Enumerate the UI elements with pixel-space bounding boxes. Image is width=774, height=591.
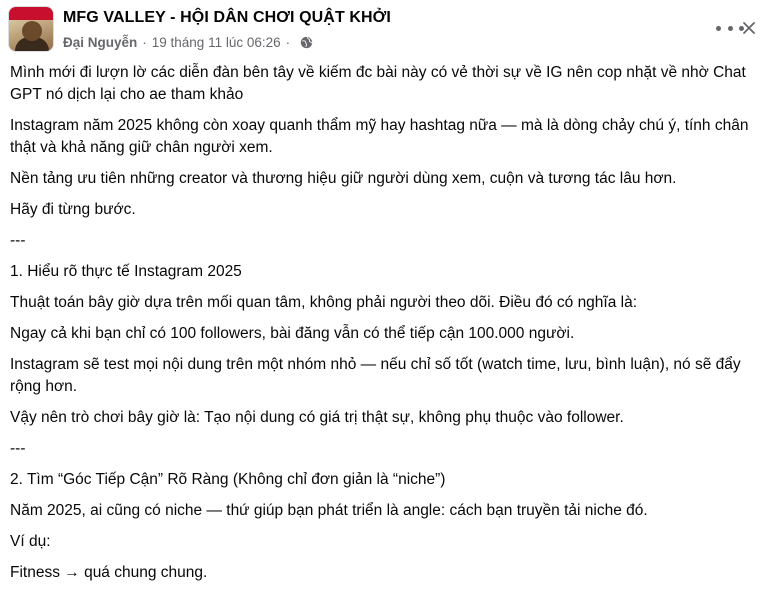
divider-text: --- <box>10 232 26 249</box>
more-options-icon[interactable] <box>716 18 744 38</box>
post-paragraph: Mình mới đi lượn lờ các diễn đàn bên tây về kiếm đc bài này có vẻ thời sự về IG nên cop nhặt về nhờ Chat GPT nó dịch lại cho ae tham khảo <box>10 64 746 103</box>
post-header <box>0 0 774 62</box>
author-name-link[interactable]: Đại Nguyễn <box>63 34 138 50</box>
group-avatar[interactable] <box>8 6 54 52</box>
post-paragraph: Năm 2025, ai cũng có niche — thứ giúp bạn phát triển là angle: cách bạn truyền tải niche đó. <box>10 502 648 519</box>
divider-text: --- <box>10 440 26 457</box>
post-paragraph: Ngay cả khi bạn chỉ có 100 followers, bài đăng vẫn có thể tiếp cận 100.000 người. <box>10 325 575 342</box>
section-heading: 1. Hiểu rõ thực tế Instagram 2025 <box>10 263 242 280</box>
meta-separator: · <box>142 34 147 50</box>
post-paragraph: Nền tảng ưu tiên những creator và thương hiệu giữ người dùng xem, cuộn và tương tác lâu hơn. <box>10 170 677 187</box>
post-paragraph: Thuật toán bây giờ dựa trên mối quan tâm, không phải người theo dõi. Điều đó có nghĩa là: <box>10 294 638 311</box>
post-body <box>10 62 768 591</box>
meta-separator-2: · <box>285 34 291 50</box>
post-paragraph: Vậy nên trò chơi bây giờ là: Tạo nội dung có giá trị thật sự, không phụ thuộc vào follower. <box>10 409 624 426</box>
post-paragraph: Ví dụ: <box>10 533 51 550</box>
post-paragraph: Instagram năm 2025 không còn xoay quanh thẩm mỹ hay hashtag nữa — mà là dòng chảy chú ý, tính chân thật và khả năng giữ chân người xem. <box>10 117 749 156</box>
section-heading: 2. Tìm “Góc Tiếp Cận” Rõ Ràng (Không chỉ đơn giản là “niche”) <box>10 471 446 488</box>
close-icon[interactable] <box>741 20 757 36</box>
post-paragraph: Instagram sẽ test mọi nội dung trên một nhóm nhỏ — nếu chỉ số tốt (watch time, lưu, bình luận), nó sẽ đẩy rộng hơn. <box>10 356 741 395</box>
post-timestamp-link[interactable]: 19 tháng 11 lúc 06:26 <box>151 34 281 50</box>
post-paragraph: Hãy đi từng bước. <box>10 201 136 218</box>
post-paragraph: Fitness → quá chung chung. <box>10 564 208 581</box>
group-name-link[interactable]: MFG VALLEY - HỘI DÂN CHƠI QUẬT KHỞI <box>63 9 391 26</box>
globe-icon[interactable] <box>300 36 313 49</box>
post-meta <box>63 33 313 51</box>
